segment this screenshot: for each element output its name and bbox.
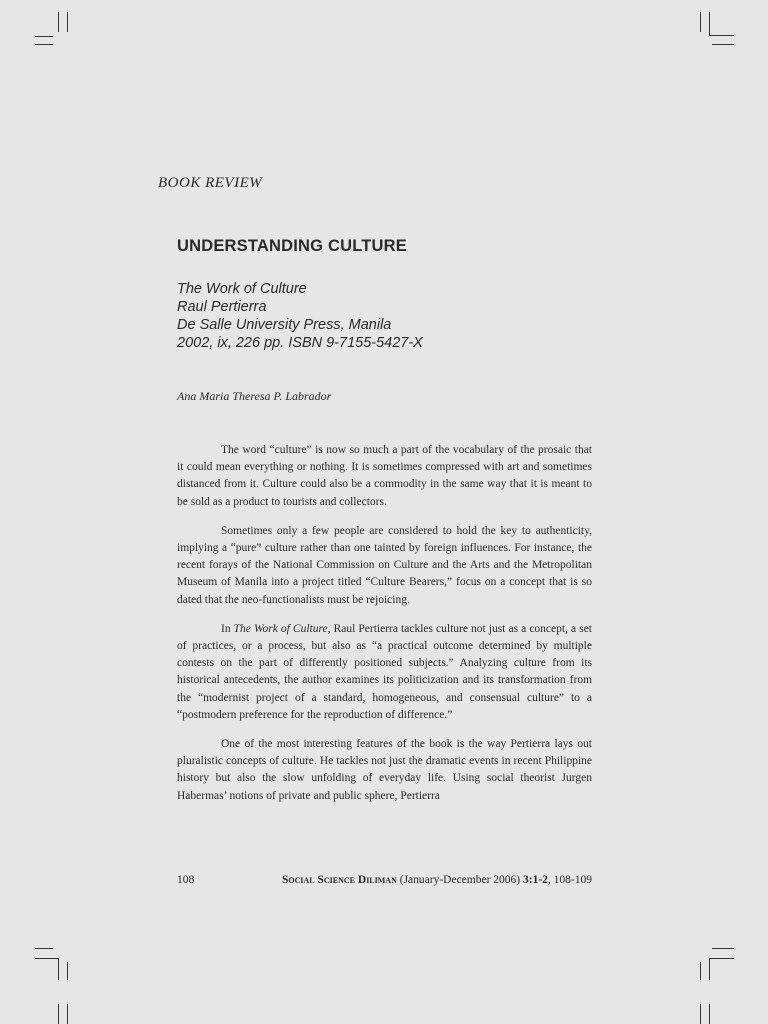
page-number: 108 [177, 874, 195, 886]
paragraph-3-book-title: The Work of Culture [233, 622, 328, 635]
section-label: BOOK REVIEW [158, 175, 263, 191]
crop-mark-top-left-horizontal [35, 36, 53, 37]
paragraph-3-prefix: In [221, 622, 234, 635]
crop-mark-bottom-right-horizontal-1 [712, 948, 734, 949]
crop-mark-bottom-edge-left-1 [58, 1004, 59, 1024]
book-author: Raul Pertierra [177, 299, 267, 315]
issue-date: (January-December 2006) [399, 874, 521, 886]
crop-mark-top-left-horizontal-2 [35, 44, 53, 45]
crop-mark-bottom-left-horizontal-1 [35, 948, 53, 949]
paragraph-1: The word “culture” is now so much a part of the vocabulary of the prosaic that it could mean everything or nothing. It is sometimes compressed with art and sometimes distanced from it. Culture could also be a commodity in the same way that it is meant to be sold as a product to tourists and collectors. [177, 444, 592, 508]
crop-mark-bottom-edge-right-1 [700, 1004, 701, 1024]
book-info [177, 280, 423, 352]
page-range: , 108-109 [547, 874, 592, 886]
review-title: UNDERSTANDING CULTURE [177, 237, 407, 255]
crop-mark-bottom-left-horizontal-2 [35, 958, 58, 959]
crop-mark-top-left-vertical-2 [67, 12, 68, 32]
paragraph-3-text: , Raul Pertierra tackles culture not just as a concept, a set of practices, or a process, but also as “a practical outcome determined by multiple contests on the part of differently positioned subjects.” Analyzing culture from its historical antecedents, the author examines its politicization and its transformation from the “modernist project of a standard, homogeneous, and consensual culture” to a “postmodern preference for the reproduction of difference.” [177, 622, 592, 721]
paragraph-4: One of the most interesting features of the book is the way Pertierra lays out pluralistic concepts of culture. He tackles not just the dramatic events in recent Philippine history but also the slow unfolding of everyday life. Using social theorist Jurgen Habermas’ notions of private and public sphere, Pertierra [177, 738, 592, 802]
crop-mark-bottom-right-horizontal-2 [709, 958, 734, 959]
crop-mark-bottom-left-vertical-1 [58, 958, 59, 980]
reviewer-name: Ana Maria Theresa P. Labrador [177, 389, 332, 403]
crop-mark-bottom-right-vertical-2 [709, 958, 710, 980]
crop-mark-bottom-right-vertical-1 [700, 962, 701, 980]
book-details: 2002, ix, 226 pp. ISBN 9-7155-5427-X [177, 335, 423, 351]
crop-mark-top-right-horizontal [709, 35, 734, 36]
book-title: The Work of Culture [177, 281, 307, 297]
crop-mark-bottom-edge-right-2 [709, 1004, 710, 1024]
crop-mark-top-left-vertical-1 [58, 12, 59, 32]
crop-mark-bottom-left-vertical-2 [67, 962, 68, 980]
crop-mark-top-right-horizontal-2 [712, 44, 734, 45]
paragraph-2: Sometimes only a few people are considered to hold the key to authenticity, implying a “pure” culture rather than one tainted by foreign influences. For instance, the recent forays of the National Commission on Culture and the Arts and the Metropolitan Museum of Manila into a project titled “Culture Bearers,” focus on a concept that is so dated that the neo-functionalists must be rejoicing. [177, 524, 592, 606]
journal-citation [282, 874, 592, 886]
crop-mark-top-right-vertical-1 [700, 12, 701, 32]
crop-mark-bottom-edge-left-2 [67, 1004, 68, 1024]
journal-name: Social Science Diliman [282, 874, 397, 886]
crop-mark-top-right-vertical-2 [709, 12, 710, 35]
book-publisher: De Salle University Press, Manila [177, 317, 392, 333]
review-body [177, 442, 592, 817]
paragraph-3 [177, 621, 592, 724]
volume-number: 3:1-2 [522, 874, 548, 886]
